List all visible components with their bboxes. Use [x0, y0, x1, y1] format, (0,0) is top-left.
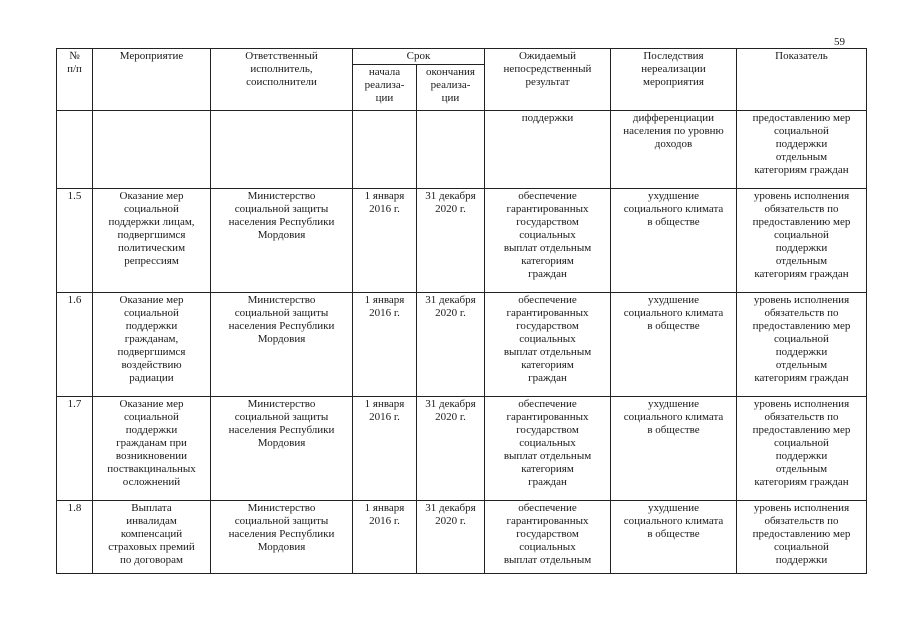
cell-indicator: предоставлению мер социальной поддержки отдельным категориям граждан — [737, 111, 867, 189]
cell-consequences: ухудшение социального климата в обществе — [611, 397, 737, 501]
header-consequences: Последствия нереализации мероприятия — [611, 49, 737, 111]
cell-responsible: Министерство социальной защиты населения Республики Мордовия — [211, 501, 353, 574]
cell-num: 1.5 — [57, 189, 93, 293]
cell-event: Оказание мер социальной поддержки гражданам при возникновении поствакцинальных осложнений — [93, 397, 211, 501]
cell-event: Оказание мер социальной поддержки гражданам, подвергшимся воздействию радиации — [93, 293, 211, 397]
cell-responsible: Министерство социальной защиты населения Республики Мордовия — [211, 293, 353, 397]
header-term: Срок — [353, 49, 485, 65]
header-indicator: Показатель — [737, 49, 867, 111]
cell-responsible: Министерство социальной защиты населения Республики Мордовия — [211, 189, 353, 293]
table-row — [57, 293, 867, 397]
cell-end — [417, 111, 485, 189]
cell-num: 1.7 — [57, 397, 93, 501]
cell-start: 1 января 2016 г. — [353, 293, 417, 397]
cell-expected: поддержки — [485, 111, 611, 189]
cell-start: 1 января 2016 г. — [353, 501, 417, 574]
header-term-end: окончания реализа- ции — [417, 65, 485, 111]
table-row — [57, 501, 867, 574]
header-responsible: Ответственный исполнитель, соисполнители — [211, 49, 353, 111]
cell-end: 31 декабря 2020 г. — [417, 293, 485, 397]
cell-indicator: уровень исполнения обязательств по предоставлению мер социальной поддержки — [737, 501, 867, 574]
cell-consequences: ухудшение социального климата в обществе — [611, 189, 737, 293]
cell-indicator: уровень исполнения обязательств по предоставлению мер социальной поддержки отдельным категориям граждан — [737, 189, 867, 293]
cell-end: 31 декабря 2020 г. — [417, 397, 485, 501]
header-num: № п/п — [57, 49, 93, 111]
table-row — [57, 189, 867, 293]
cell-start: 1 января 2016 г. — [353, 189, 417, 293]
header-term-start: начала реализа- ции — [353, 65, 417, 111]
measures-table — [56, 48, 867, 574]
header-row-top — [57, 49, 867, 65]
cell-start — [353, 111, 417, 189]
cell-consequences: ухудшение социального климата в обществе — [611, 501, 737, 574]
cell-end: 31 декабря 2020 г. — [417, 501, 485, 574]
cell-event: Оказание мер социальной поддержки лицам, подвергшимся политическим репрессиям — [93, 189, 211, 293]
cell-indicator: уровень исполнения обязательств по предоставлению мер социальной поддержки отдельным категориям граждан — [737, 397, 867, 501]
cell-consequences: дифференциации населения по уровню доходов — [611, 111, 737, 189]
header-expected-result: Ожидаемый непосредственный результат — [485, 49, 611, 111]
cell-responsible — [211, 111, 353, 189]
cell-expected: обеспечение гарантированных государством социальных выплат отдельным категориям граждан — [485, 293, 611, 397]
cell-num — [57, 111, 93, 189]
cell-num: 1.8 — [57, 501, 93, 574]
table-row-continuation — [57, 111, 867, 189]
cell-responsible: Министерство социальной защиты населения Республики Мордовия — [211, 397, 353, 501]
cell-expected: обеспечение гарантированных государством социальных выплат отдельным — [485, 501, 611, 574]
page-number: 59 — [834, 36, 845, 48]
cell-expected: обеспечение гарантированных государством социальных выплат отдельным категориям граждан — [485, 189, 611, 293]
cell-start: 1 января 2016 г. — [353, 397, 417, 501]
cell-event — [93, 111, 211, 189]
header-event: Мероприятие — [93, 49, 211, 111]
cell-num: 1.6 — [57, 293, 93, 397]
cell-end: 31 декабря 2020 г. — [417, 189, 485, 293]
table-row — [57, 397, 867, 501]
cell-expected: обеспечение гарантированных государством социальных выплат отдельным категориям граждан — [485, 397, 611, 501]
cell-consequences: ухудшение социального климата в обществе — [611, 293, 737, 397]
cell-event: Выплата инвалидам компенсаций страховых премий по договорам — [93, 501, 211, 574]
cell-indicator: уровень исполнения обязательств по предоставлению мер социальной поддержки отдельным категориям граждан — [737, 293, 867, 397]
